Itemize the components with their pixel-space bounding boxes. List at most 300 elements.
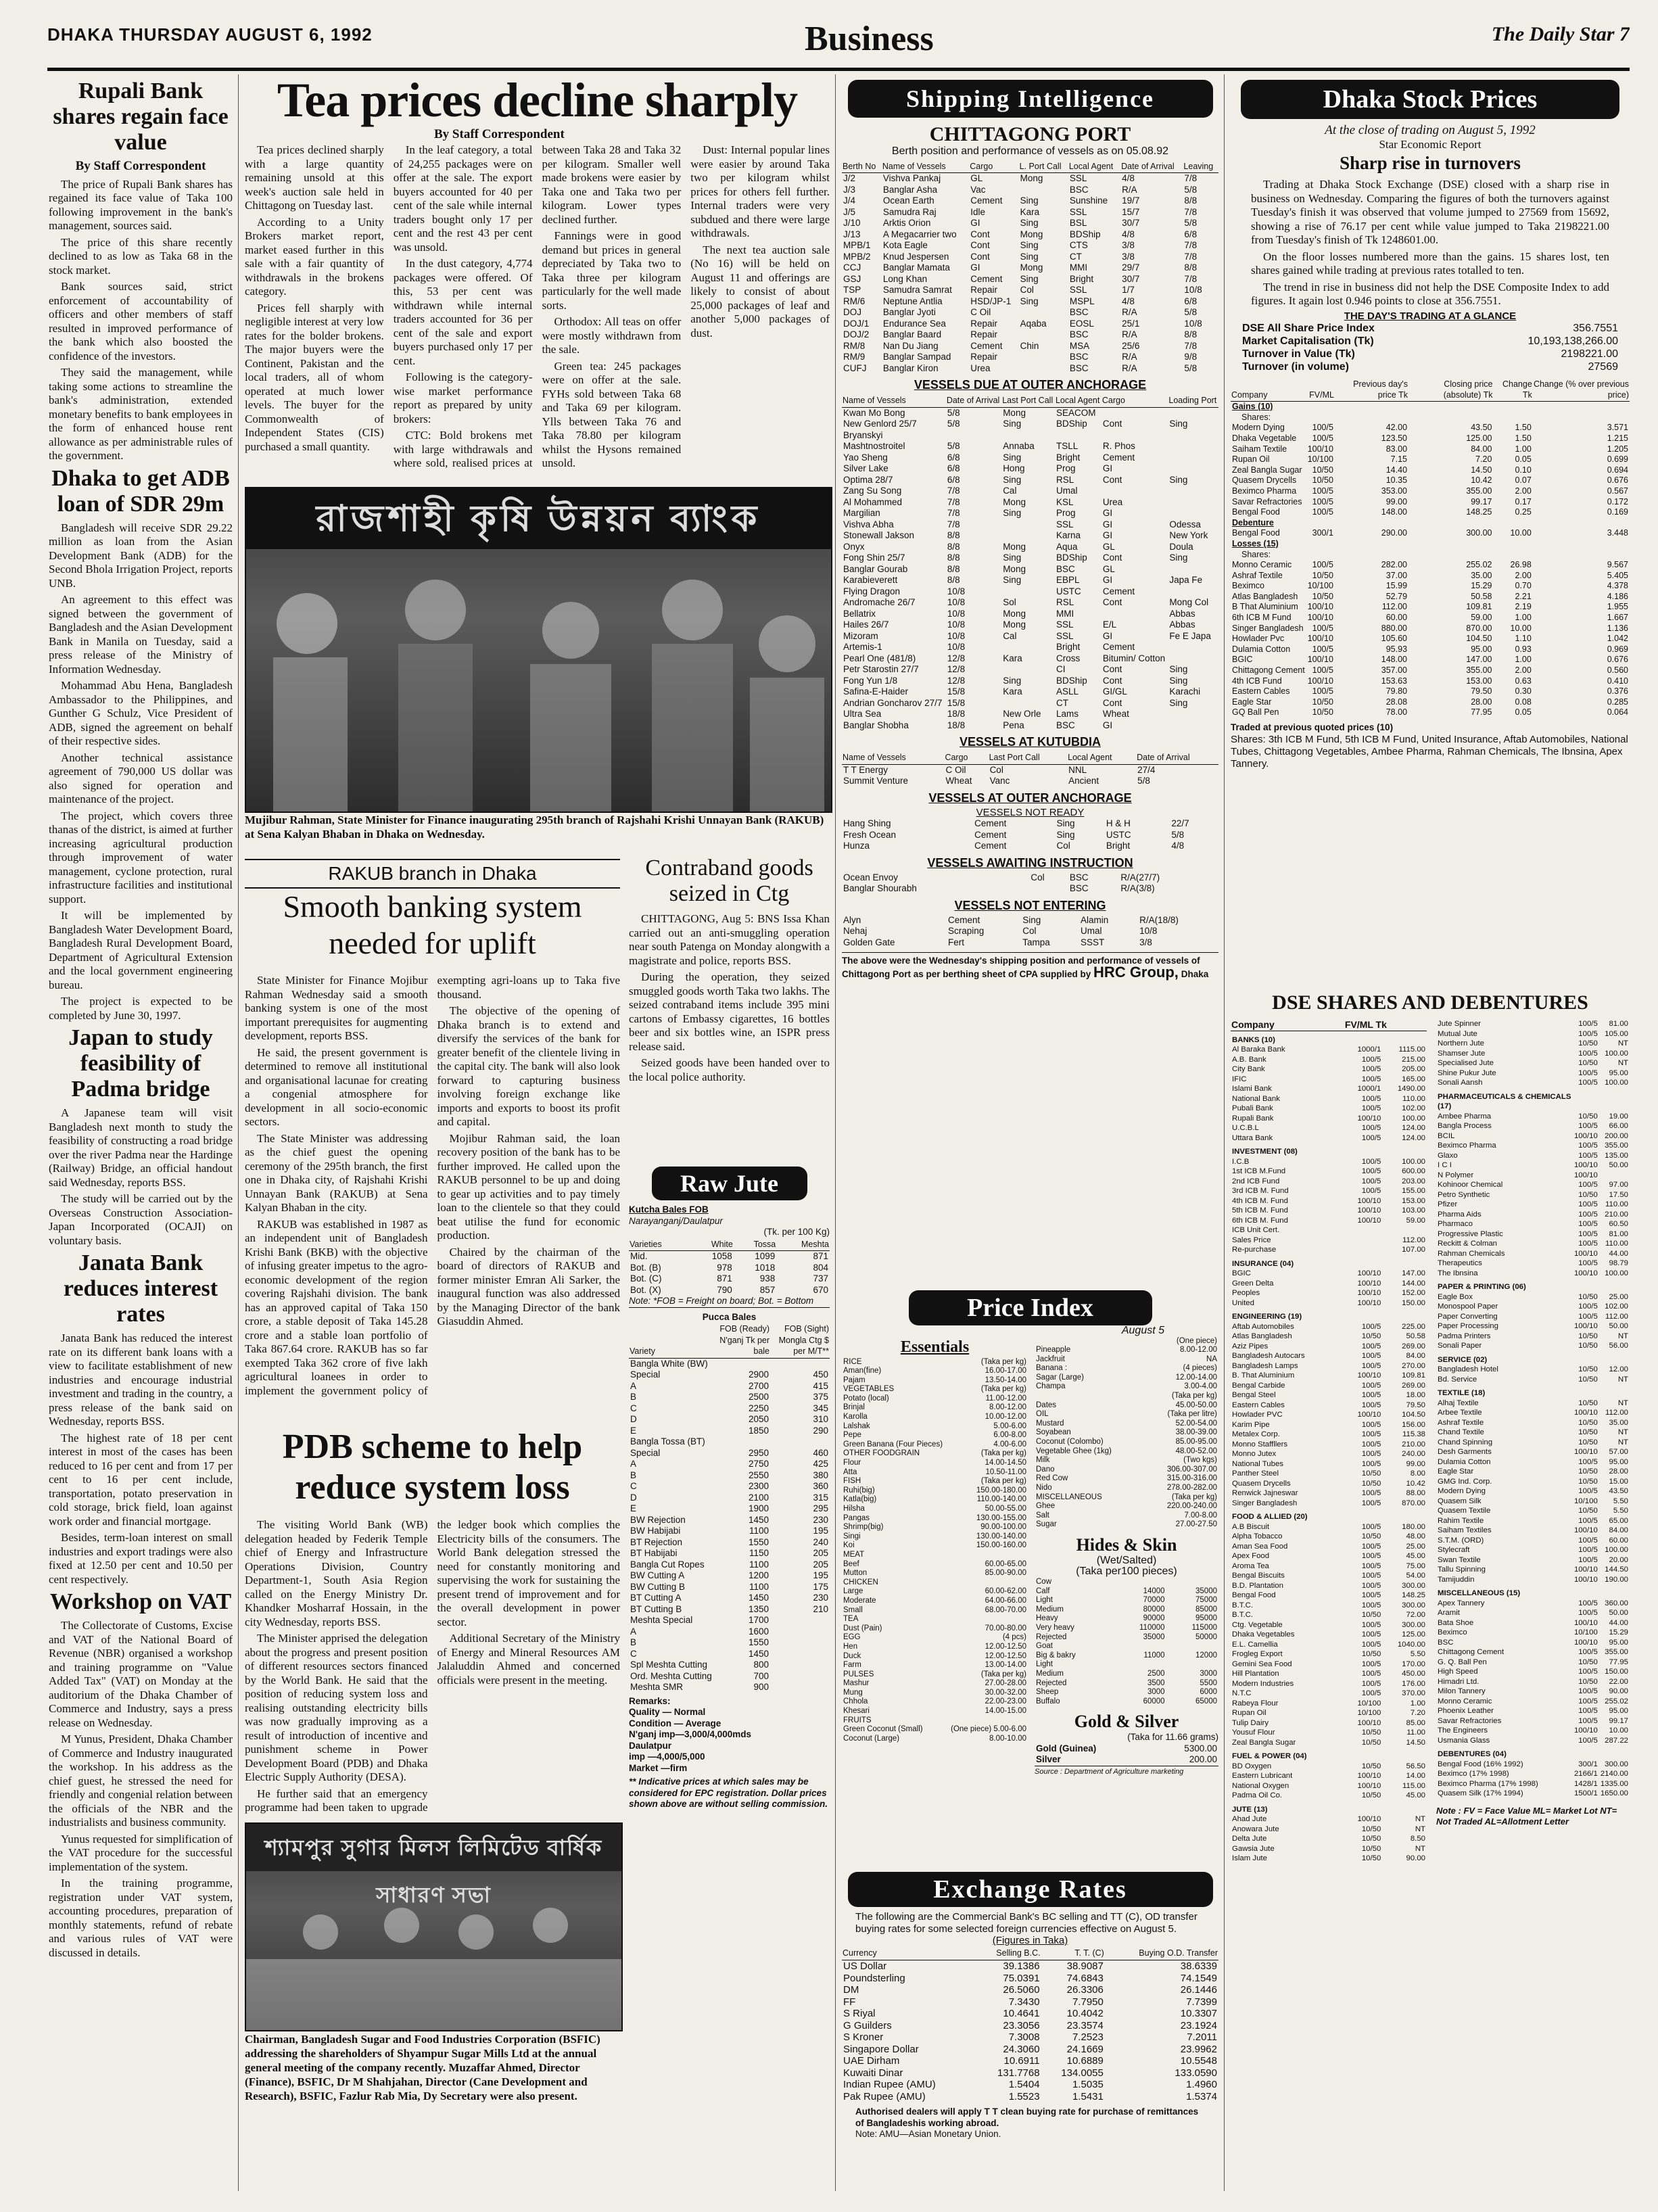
table-cell: 10/50 [1578, 1375, 1598, 1384]
table-cell: Beximco Pharma [1232, 486, 1297, 496]
berth-row [842, 240, 1218, 252]
table-cell: 60.00 [1609, 1536, 1628, 1545]
rupali-headline: Rupali Bank shares regain face value [53, 78, 229, 155]
table-cell: Karim Pipe [1232, 1420, 1270, 1429]
table-header-cell: Meshta [776, 1238, 830, 1251]
table-cell: RICE [843, 1357, 862, 1366]
table-cell: Reckitt & Colman [1438, 1240, 1497, 1248]
table-cell: 3.571 [1607, 423, 1628, 433]
table-cell: 255.02 [1605, 1697, 1628, 1705]
essential-row [1035, 1484, 1218, 1493]
table-cell: Banglar Shobha [843, 720, 909, 730]
pucca-row [629, 1470, 830, 1482]
table-cell: 23.3056 [1003, 2019, 1040, 2031]
table-cell: Glaxo [1438, 1151, 1458, 1160]
table-cell: Metalex Corp. [1232, 1430, 1280, 1438]
essential-row [842, 1679, 1028, 1689]
table-header-row [1231, 379, 1630, 402]
table-cell: Tallu Spinning [1438, 1566, 1486, 1574]
table-cell: 6th ICB M Fund [1232, 613, 1292, 623]
table-cell: 2.21 [1515, 591, 1532, 601]
pucca-row [629, 1660, 830, 1671]
table-cell: Banana : [1036, 1364, 1068, 1373]
essentials-title: Essentials [900, 1338, 970, 1356]
table-cell: 870.00 [1402, 1499, 1425, 1507]
adb-article [49, 466, 233, 1023]
table-cell: 100/5 [1578, 1599, 1598, 1607]
essential-row [842, 1367, 1028, 1376]
jute-remark-line: Daulatpur [629, 1740, 672, 1751]
table-cell: Sing [1169, 697, 1188, 708]
table-cell: 100/10 [1573, 1448, 1598, 1456]
dse-row [1231, 1255, 1427, 1269]
table-cell: 415 [813, 1380, 828, 1391]
essential-row [1035, 1355, 1218, 1365]
table-cell: 880.00 [1381, 623, 1408, 633]
table-cell: NNL [1068, 764, 1087, 775]
exchange-row [842, 1996, 1218, 2008]
table-cell [1573, 1088, 1599, 1112]
table-cell: GI [970, 218, 980, 228]
table-cell: Ancient [1068, 776, 1099, 786]
table-cell: Alpha Tobacco [1232, 1532, 1283, 1540]
table-cell: 100/5 [1578, 1536, 1598, 1545]
table-cell: Padma Oil Co. [1232, 1791, 1283, 1799]
table-cell: Soyabean [1036, 1428, 1071, 1437]
table-cell: 112.00 [1402, 1236, 1425, 1244]
table-cell: 1.205 [1607, 444, 1628, 454]
tea-paragraph: Tea prices declined sharply with a large quantity remaining unsold at this week's auction sale held in Chittagong on Tuesday last. [245, 143, 384, 212]
table-cell: 0.17 [1515, 496, 1532, 507]
hides-row [1035, 1596, 1218, 1605]
adb-paragraph: It will be implemented by Bangladesh Water Development Board, Bangladesh Rural Development Board, Department of Agricultural Extension and the local government engineering bureau. [49, 909, 233, 991]
table-cell [1382, 1801, 1427, 1815]
table-cell: CT [1056, 697, 1068, 708]
gains-row [1231, 454, 1630, 465]
table-cell: 315 [813, 1492, 828, 1503]
table-cell: Saiham Textile [1232, 444, 1287, 454]
table-cell: Bangla Process [1438, 1122, 1492, 1130]
table-cell: 100/5 [1361, 1065, 1381, 1073]
table-cell: 1.5523 [1008, 2090, 1040, 2102]
dse-row [1436, 1332, 1630, 1342]
table-cell: Champa [1036, 1382, 1066, 1391]
table-cell: Cement [1102, 642, 1135, 652]
rakub-paragraph: The State Minister was addressing as the chief guest the opening ceremony of the 295th branch, the first one in Dhaka city, of Rajshahi Krishi Unnayan Bank (RAKUB) at Sena Kalyan Bhaban in the city. [245, 1131, 428, 1214]
table-cell: National Bank [1232, 1094, 1280, 1103]
table-cell: S.T.M. (ORD) [1438, 1536, 1484, 1545]
table-cell: 100/5 [1361, 1430, 1381, 1438]
essential-row [842, 1385, 1028, 1394]
table-cell: 2950 [748, 1447, 769, 1458]
table-cell: 5/8 [1184, 184, 1198, 195]
table-cell: NT [1617, 1375, 1628, 1384]
table-cell: 15/8 [947, 686, 966, 697]
dse-row [1436, 1638, 1630, 1648]
dse-row [1436, 1677, 1630, 1687]
table-cell: B [630, 1469, 637, 1480]
table-cell: Aqua [1056, 541, 1078, 552]
table-cell: TSP [843, 285, 861, 295]
table-cell: Atta [843, 1467, 857, 1476]
stock-headline: Sharp rise in turnovers [1340, 153, 1521, 173]
table-cell: E/L [1102, 619, 1117, 630]
essential-row [1035, 1392, 1218, 1401]
table-cell: Desh Garments [1438, 1448, 1492, 1456]
table-cell: 102.00 [1402, 1104, 1425, 1112]
table-cell: New Genlord 25/7 [843, 419, 917, 429]
table-cell: T T Energy [843, 764, 889, 775]
table-cell: Meshta SMR [630, 1682, 684, 1692]
table-cell: E [630, 1503, 637, 1513]
table-cell: SSL [1056, 619, 1074, 630]
gains-row [1231, 475, 1630, 486]
table-cell: 1.136 [1607, 623, 1628, 633]
table-cell: Col [1056, 841, 1070, 851]
table-cell: 100/10 [1573, 1171, 1598, 1179]
kutcha-row [629, 1285, 830, 1296]
table-cell [770, 1682, 830, 1693]
table-cell: 1500/1 [1573, 1789, 1598, 1797]
rakub-photo-caption: Mujibur Rahman, State Minister for Finance inaugurating 295th branch of Rajshahi Krishi Unnayan Bank (RAKUB) at Sena Kalyan Bhaban in Dhaka on Wednesday. [245, 814, 824, 841]
table-cell: D [630, 1414, 637, 1424]
dse-row [1436, 1667, 1630, 1677]
kutcha-title: Kutcha Bales FOB [629, 1204, 709, 1215]
table-cell [1001, 430, 1055, 442]
table-cell: Petr Starostin 27/7 [843, 664, 919, 674]
table-cell: Coconut (Colombo) [1036, 1438, 1104, 1446]
japan-paragraph: A Japanese team will visit Bangladesh next month to study the feasibility of constructing a road bridge over the river Padma near the Hardinge (Railway) Bridge, an official handout said Wednesday, reports BSS. [49, 1106, 233, 1189]
outer-anchorage-row [842, 486, 1218, 497]
table-cell: Andromache 26/7 [843, 597, 916, 607]
table-header-cell: Local Agent [1067, 751, 1136, 764]
table-cell: Modern Dying [1438, 1487, 1486, 1495]
table-cell: Ord. Meshta Cutting [630, 1670, 712, 1681]
dse-row [1436, 1438, 1630, 1448]
table-cell: J/3 [843, 184, 856, 195]
table-cell: Scraping [948, 926, 985, 936]
table-cell: DM [843, 1984, 859, 1996]
table-cell: A.B Biscuit [1232, 1522, 1270, 1531]
table-cell: Kwan Mo Bong [843, 407, 905, 418]
table-cell: 10/100 [1307, 581, 1333, 591]
table-cell: Lalshak [843, 1421, 870, 1430]
outer-anchorage-row [842, 631, 1218, 642]
pucca-row [629, 1503, 830, 1515]
table-cell: BDShip [1056, 552, 1087, 563]
table-cell: SEACOM [1056, 407, 1096, 418]
table-cell [1344, 1747, 1382, 1762]
table-header-cell: Selling B.C. [976, 1947, 1041, 1960]
table-cell: Cross [1056, 653, 1081, 663]
table-cell: GI [970, 262, 980, 273]
table-cell: Jackfruit [1036, 1355, 1065, 1363]
table-cell: BGIC [1232, 1269, 1251, 1277]
table-cell: Rejected [1036, 1632, 1067, 1641]
table-cell: (Taka per kg) [980, 1357, 1026, 1366]
table-cell: The Engineers [1438, 1726, 1488, 1735]
table-cell: 10/50 [1361, 1762, 1381, 1770]
table-cell: 100/10 [1357, 1114, 1381, 1123]
table-cell: 79.50 [1471, 686, 1492, 697]
table-cell: GI [1102, 630, 1113, 641]
table-cell: Cont [1102, 552, 1122, 563]
table-cell: ENGINEERING (19) [1232, 1313, 1302, 1321]
exchange-row [842, 2020, 1218, 2032]
table-cell: Monno Ceramic [1232, 560, 1292, 570]
table-cell: 200.00 [1605, 1131, 1628, 1140]
dse-row [1436, 1657, 1630, 1668]
table-cell: National Tubes [1232, 1459, 1283, 1468]
dse-row [1436, 1428, 1630, 1438]
table-cell: 43.50 [1609, 1487, 1628, 1495]
table-cell: OTHER FOODGRAIN [843, 1449, 920, 1458]
table-cell: 360 [813, 1481, 828, 1491]
outer-anchorage-row [842, 530, 1218, 542]
table-cell: 10/50 [1578, 1190, 1598, 1199]
table-cell: Bangladesh Lamps [1232, 1361, 1298, 1370]
table-header-cell: Name of Vessels [842, 394, 946, 407]
table-cell: The Ibnsina [1438, 1269, 1478, 1277]
table-cell: 50.00-55.00 [985, 1505, 1026, 1513]
losses-row [1231, 676, 1630, 687]
table-cell [1168, 653, 1218, 665]
table-cell: Eagle Star [1438, 1467, 1474, 1476]
table-cell: PAPER & PRINTING (06) [1438, 1283, 1526, 1291]
table-cell: GI/GL [1102, 686, 1127, 697]
pucca-row [629, 1649, 830, 1660]
table-cell: Ocean Earth [882, 195, 934, 206]
table-cell: 100/5 [1361, 1679, 1381, 1688]
table-cell: Eastern Cables [1232, 1401, 1285, 1409]
table-cell: 1100 [749, 1526, 769, 1536]
table-cell: Ruhi(big) [843, 1486, 875, 1495]
table-cell: Monospool Paper [1438, 1302, 1498, 1311]
table-cell: 10/8 [947, 586, 966, 596]
pucca-row [629, 1626, 830, 1638]
dse-row [1436, 1789, 1630, 1799]
table-cell: BGIC [1232, 655, 1253, 665]
dse-row [1436, 1398, 1630, 1409]
table-cell: 0.567 [1607, 486, 1628, 496]
table-cell: GL [970, 173, 983, 183]
essential-row [842, 1560, 1028, 1570]
table-cell: A.B. Bank [1232, 1055, 1266, 1064]
table-cell: 1.4960 [1186, 2079, 1217, 2090]
table-cell: Karachi [1169, 686, 1201, 697]
table-cell: 210.00 [1402, 1440, 1425, 1449]
workshop-paragraph: Yunus requested for simplification of the VAT procedure for the successful implementation of the system. [49, 1832, 233, 1873]
jute-remark-line: Market —firm [629, 1762, 688, 1773]
table-cell: Col [989, 764, 1003, 775]
table-header-cell: Cargo [944, 751, 988, 764]
outer-anchorage-row [842, 664, 1218, 676]
table-header-cell: Date of Arrival [946, 394, 1001, 407]
tea-paragraph: Fannings were in good demand but prices in general depreciated by Taka two to Taka three per kilogram particularly for the well made sorts. [542, 229, 682, 312]
table-header-cell: Change (% over previous price) [1533, 379, 1630, 402]
dse-row [1231, 1791, 1427, 1801]
table-cell: 95.00 [1609, 1068, 1628, 1077]
essential-row [1035, 1438, 1218, 1447]
table-cell: 100/5 [1578, 1457, 1598, 1466]
table-cell: B [630, 1637, 637, 1647]
losses-row [1231, 623, 1630, 634]
not-ready-row [842, 841, 1218, 852]
table-cell: Aman(fine) [843, 1367, 882, 1375]
sugar-mills-banner: শ্যামপুর সুগার মিলস লিমিটেড বার্ষিক সাধারণ সভা [246, 1824, 621, 1871]
table-cell: 357.00 [1381, 665, 1408, 676]
table-cell [1599, 1351, 1630, 1365]
table-header-cell: FV/ML [1306, 379, 1335, 402]
dse-row [1436, 1049, 1630, 1059]
table-cell: 2.00 [1515, 486, 1532, 496]
contraband-paragraph: Seized goods have been handed over to the local police authority. [629, 1056, 830, 1083]
table-cell: 100/5 [1361, 1552, 1381, 1560]
table-cell: 176.00 [1402, 1679, 1425, 1688]
table-cell: Dates [1036, 1401, 1057, 1409]
table-cell [1573, 1278, 1599, 1292]
table-cell: Cement [974, 829, 1007, 840]
table-cell: 10/50 [1578, 1398, 1598, 1407]
dse-row [1436, 1278, 1630, 1292]
table-cell: Bata Shoe [1438, 1618, 1474, 1627]
kutcha-row [629, 1273, 830, 1285]
essential-row [842, 1707, 1028, 1716]
not-ready-title: VESSELS NOT READY [976, 806, 1085, 818]
table-cell: 1.00 [1410, 1699, 1425, 1708]
table-cell: 100/5 [1578, 1516, 1598, 1525]
pucca-row [629, 1358, 830, 1369]
table-cell: R/A [1122, 329, 1137, 339]
table-cell: Dano [1036, 1465, 1055, 1474]
table-cell [1344, 1801, 1382, 1815]
table-cell: Zang Su Song [843, 486, 902, 496]
table-cell: 7.2011 [1187, 2031, 1217, 2043]
rakub-body [245, 974, 620, 1413]
table-cell: 10/50 [1578, 1657, 1598, 1666]
table-cell: Rahman Chemicals [1438, 1249, 1505, 1258]
table-cell: Bengal Biscuits [1232, 1572, 1285, 1580]
table-cell [1166, 1642, 1218, 1651]
table-cell: 100/5 [1578, 1068, 1598, 1077]
table-cell: Mong [1020, 262, 1043, 273]
table-cell: 19.00 [1609, 1112, 1628, 1121]
table-cell: 230 [813, 1593, 828, 1603]
outer-anchorage-row [842, 709, 1218, 720]
table-cell: 7/8 [947, 496, 960, 507]
table-cell: 44.00 [1609, 1249, 1628, 1258]
table-cell: Ashraf Textile [1438, 1418, 1484, 1427]
table-cell: 737 [813, 1273, 828, 1284]
table-cell [1055, 430, 1102, 442]
table-cell: Modern Industries [1232, 1679, 1294, 1688]
table-cell: 1099 [755, 1251, 776, 1261]
table-cell: Green Banana (Four Pieces) [843, 1440, 943, 1449]
table-cell: (Taka per kg) [980, 1670, 1026, 1678]
table-cell: Singer Bangladesh [1232, 623, 1304, 633]
table-cell: 30/7 [1122, 273, 1140, 284]
table-cell: 1st ICB M.Fund [1232, 1167, 1286, 1175]
dse-row [1231, 1488, 1427, 1499]
rakub-paragraph: He said, the present government is determined to remove all institutional and organisational lacunae for creating a congenial atmosphere for development in all socio-economic sectors. [245, 1045, 428, 1128]
essential-row [842, 1431, 1028, 1440]
table-cell: 29/7 [1122, 262, 1140, 273]
table-cell: FF [843, 1996, 856, 2008]
table-cell: 39.1386 [1003, 1960, 1040, 1972]
essential-row [1035, 1493, 1218, 1503]
table-cell: 460 [813, 1447, 828, 1458]
table-cell [1382, 1031, 1427, 1045]
table-cell: 10/100 [1573, 1628, 1598, 1637]
tea-byline: By Staff Correspondent [434, 127, 565, 141]
table-cell: Alhaj Textile [1438, 1398, 1479, 1407]
dse-row [1231, 1045, 1427, 1055]
table-header-cell: White [691, 1238, 733, 1251]
table-cell [1382, 1255, 1427, 1269]
table-cell: I C I [1438, 1161, 1452, 1169]
shipping-subtitle: Berth position and performance of vessels as on 05.08.92 [891, 145, 1169, 157]
table-cell: 5.00-6.00 [993, 1421, 1026, 1430]
table-cell: 52.00-54.00 [1175, 1419, 1217, 1428]
table-cell: 290 [813, 1425, 828, 1436]
table-cell: 13.50-14.00 [985, 1375, 1026, 1384]
table-cell: GI [1102, 720, 1113, 730]
table-cell: Quasem Silk (17% 1994) [1438, 1789, 1523, 1797]
dse-row [1231, 1206, 1427, 1216]
table-cell: Shamser Jute [1438, 1049, 1486, 1058]
table-cell: 27.00-27.50 [1175, 1520, 1217, 1529]
outer-anchorage-row [842, 619, 1218, 631]
dse-row [1436, 1302, 1630, 1312]
table-cell: 0.172 [1607, 496, 1628, 507]
table-header-cell: Previous day's price Tk [1335, 379, 1408, 402]
table-cell: 100/5 [1361, 1591, 1381, 1599]
table-cell: 100/5 [1361, 1581, 1381, 1590]
table-cell: 24.1669 [1066, 2043, 1104, 2055]
table-cell: Bryanskyi [843, 429, 883, 440]
dse-row [1436, 1229, 1630, 1240]
table-cell: 19/7 [1122, 195, 1140, 206]
table-cell: 3/8 [1139, 937, 1152, 947]
table-cell: 10/100 [1573, 1497, 1598, 1505]
dse-row [1231, 1601, 1427, 1611]
table-cell: 100/5 [1578, 1181, 1598, 1189]
table-cell [1168, 720, 1218, 732]
table-cell: 28.00 [1471, 697, 1492, 707]
table-cell: 27/4 [1137, 764, 1156, 775]
table-cell: Market Capitalisation (Tk) [1242, 335, 1374, 347]
table-cell: GI [1102, 575, 1113, 585]
table-cell: Sol [1003, 597, 1016, 607]
table-cell: Pfizer [1438, 1200, 1458, 1208]
essential-row [1035, 1337, 1218, 1346]
table-cell: 50.58 [1471, 591, 1492, 601]
table-cell: 59.00 [1406, 1216, 1425, 1225]
essential-row [842, 1459, 1028, 1468]
losses-row [1231, 697, 1630, 708]
table-cell: 3rd ICB M. Fund [1232, 1187, 1289, 1195]
shipping-footer-text: The above were the Wednesday's shipping position and performance of vessels of Chittagong Port as per berthing sheet of CPA supplied by [842, 956, 1200, 979]
table-cell: 8/8 [947, 575, 960, 585]
table-cell: 50.00 [1609, 1609, 1628, 1617]
table-cell: 35000 [1143, 1632, 1165, 1641]
dse-row [1436, 1200, 1630, 1210]
exchange-title: Exchange Rates [848, 1872, 1213, 1907]
table-cell [1599, 1384, 1630, 1398]
essential-row [842, 1578, 1028, 1588]
table-cell: 600.00 [1402, 1167, 1425, 1175]
table-cell: 6/8 [947, 463, 960, 473]
